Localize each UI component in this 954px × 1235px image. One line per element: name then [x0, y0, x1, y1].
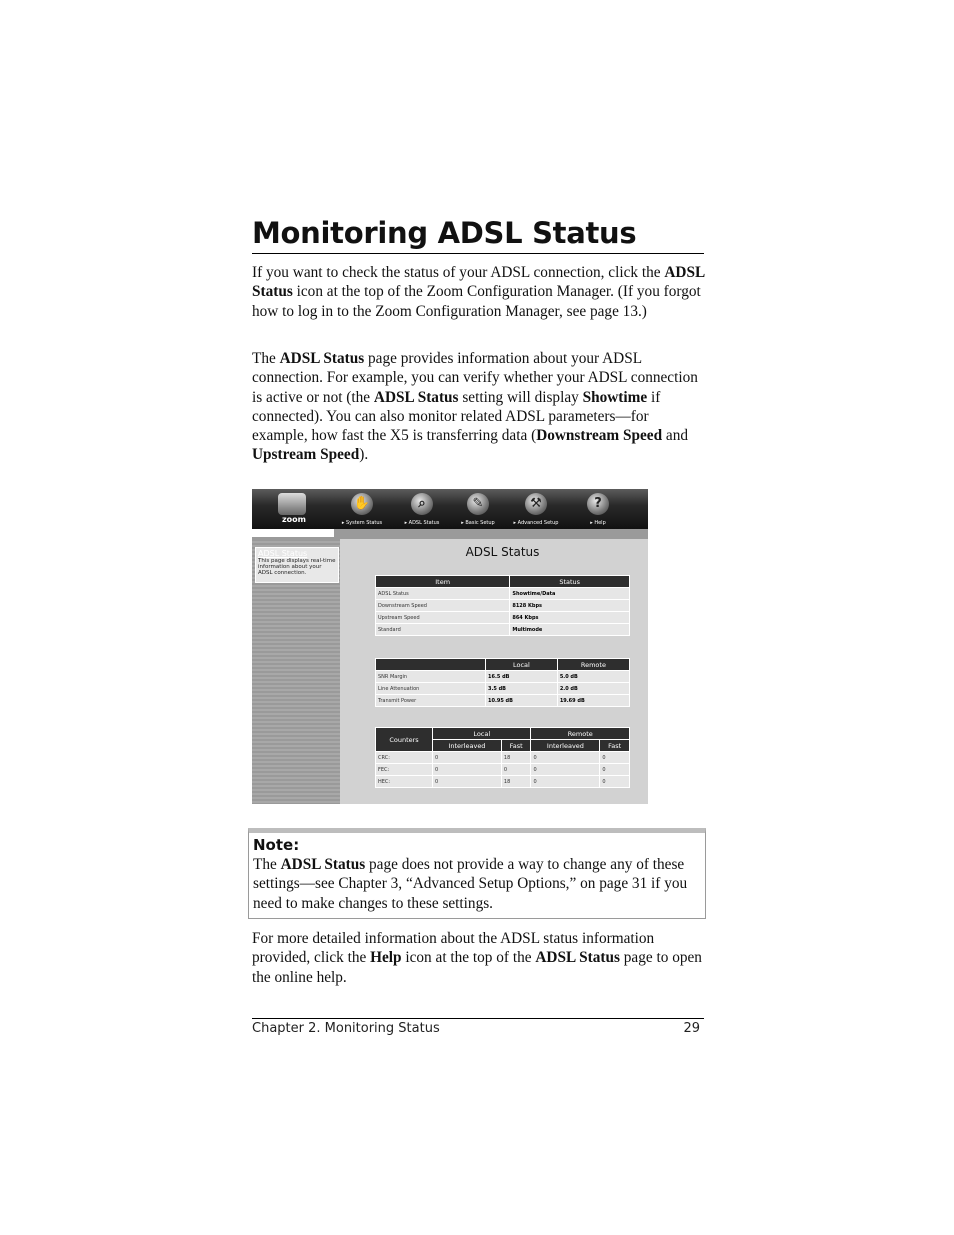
label-cell: Upstream Speed: [376, 612, 510, 624]
sidebar: [252, 539, 340, 804]
text-run: if connected). You can also monitor related ADSL parameters—for example, how fast the X5 is transferring data (: [252, 388, 661, 445]
nav-label[interactable]: ▸ ADSL Status: [404, 520, 440, 526]
value-cell: 2.0 dB: [557, 683, 629, 695]
logo-text: zoom: [282, 515, 306, 524]
table-row: [376, 764, 630, 776]
table-row: [376, 588, 630, 600]
text-run: For more detailed information about the ADSL status information provided, click the: [252, 930, 655, 967]
value-cell: 0: [531, 752, 600, 764]
counters-table: [375, 727, 630, 788]
nav-label[interactable]: ▸ Help: [590, 520, 606, 526]
sidebar-link[interactable]: ADSL Status: [258, 549, 308, 558]
page-footer: [252, 1018, 704, 1036]
nav-item-help[interactable]: [568, 489, 628, 529]
table-row: [376, 695, 630, 707]
value-cell: 0: [433, 764, 502, 776]
question-icon[interactable]: ?: [587, 493, 609, 515]
magnifier-icon[interactable]: ⌕: [411, 493, 433, 515]
nav-label[interactable]: ▸ Advanced Setup: [513, 520, 559, 526]
nav-item-adsl-status[interactable]: [392, 489, 452, 529]
bold-term: Downstream Speed: [536, 427, 663, 445]
tools-icon[interactable]: ⚒: [525, 493, 547, 515]
text-run: page to open the online help.: [252, 949, 702, 986]
value-cell: 0: [433, 776, 502, 788]
bold-term: ADSL Status: [280, 856, 366, 873]
nav-item-advanced-setup[interactable]: [506, 489, 566, 529]
label-cell: CRC:: [376, 752, 433, 764]
text-run: ).: [359, 446, 369, 464]
table-row: [376, 776, 630, 788]
value-cell: 18: [501, 752, 531, 764]
value-cell: 3.5 dB: [486, 683, 558, 695]
nav-item-basic-setup[interactable]: [448, 489, 508, 529]
sub-header: Interleaved: [531, 740, 600, 752]
column-header: Remote: [557, 659, 629, 671]
text-run: icon at the top of the Zoom Configuration Manager. (If you forgot how to log in to the Zoom Configuration Manager, see page 13.): [252, 283, 701, 320]
value-cell: Showtime/Data: [510, 588, 630, 600]
sub-header: Fast: [501, 740, 531, 752]
table-row: [376, 683, 630, 695]
label-cell: Standard: [376, 624, 510, 636]
value-cell: 19.69 dB: [557, 695, 629, 707]
value-cell: 5.0 dB: [557, 671, 629, 683]
label-cell: ADSL Status: [376, 588, 510, 600]
label-cell: HEC:: [376, 776, 433, 788]
text-run: setting will display: [458, 388, 583, 406]
line-table: [375, 658, 630, 707]
value-cell: 10.95 dB: [486, 695, 558, 707]
bold-term: Showtime: [582, 388, 648, 406]
sub-header: Interleaved: [433, 740, 502, 752]
note-body: [253, 855, 701, 913]
column-header: Item: [376, 576, 510, 588]
table-row: [376, 600, 630, 612]
group-header: Local: [433, 728, 531, 740]
nav-items: [252, 489, 648, 529]
value-cell: 0: [600, 752, 630, 764]
label-cell: Transmit Power: [376, 695, 486, 707]
nav-item-system-status[interactable]: [332, 489, 392, 529]
ui-page-title: ADSL Status: [465, 545, 540, 559]
group-header: Remote: [531, 728, 630, 740]
description-paragraph: [252, 349, 707, 465]
text-run: If you want to check the status of your ADSL connection, click the: [252, 264, 665, 281]
text-run: page provides information about your ADSL connection. For example, you can verify whether your ADSL connection is active or not (the: [252, 350, 698, 406]
nav-label[interactable]: ▸ Basic Setup: [461, 520, 495, 526]
hand-icon[interactable]: ✋: [351, 493, 373, 515]
bold-term: ADSL Status: [279, 350, 365, 367]
bold-term: Help: [370, 949, 402, 967]
column-header: Local: [486, 659, 558, 671]
status-table: [375, 575, 630, 636]
text-run: and: [662, 427, 689, 445]
logo-underline: [252, 529, 334, 537]
table-row: [376, 624, 630, 636]
table-row: [376, 752, 630, 764]
note-box: [248, 828, 706, 919]
text-run: page does not provide a way to change any of these settings—see Chapter 3, “Advanced Setup Options,” on page 31 if you need to make changes to these settings.: [253, 856, 688, 912]
nav-label[interactable]: ▸ System Status: [341, 520, 383, 526]
wrench-icon[interactable]: ✎: [467, 493, 489, 515]
value-cell: 16.5 dB: [486, 671, 558, 683]
footer-chapter: Chapter 2. Monitoring Status: [252, 1021, 440, 1036]
value-cell: 18: [501, 776, 531, 788]
bold-term: Upstream Speed: [252, 446, 360, 464]
sub-header: Fast: [600, 740, 630, 752]
bold-term: ADSL Status: [535, 949, 620, 967]
bold-term: ADSL Status: [373, 388, 459, 406]
page-heading: Monitoring ADSL Status: [252, 213, 704, 254]
sidebar-item-adsl-status[interactable]: [255, 547, 339, 583]
text-run: The: [253, 856, 281, 873]
text-run: icon at the top of the: [401, 949, 536, 967]
column-header: Counters: [376, 728, 433, 752]
label-cell: Downstream Speed: [376, 600, 510, 612]
label-cell: FEC:: [376, 764, 433, 776]
bold-term: ADSL Status: [252, 264, 705, 301]
text-run: The: [252, 350, 280, 367]
value-cell: 0: [501, 764, 531, 776]
value-cell: 0: [531, 776, 600, 788]
page-number: 29: [683, 1021, 700, 1036]
table-row: [376, 671, 630, 683]
value-cell: Multimode: [510, 624, 630, 636]
value-cell: 0: [600, 764, 630, 776]
label-cell: Line Attenuation: [376, 683, 486, 695]
sidebar-description: This page displays real-time information about your ADSL connection.: [258, 558, 336, 576]
value-cell: 8128 Kbps: [510, 600, 630, 612]
column-header: [376, 659, 486, 671]
value-cell: 0: [600, 776, 630, 788]
table-row: [376, 612, 630, 624]
adsl-status-screenshot: [252, 489, 648, 804]
value-cell: 0: [531, 764, 600, 776]
column-header: Status: [510, 576, 630, 588]
value-cell: 0: [433, 752, 502, 764]
value-cell: 864 Kbps: [510, 612, 630, 624]
label-cell: SNR Margin: [376, 671, 486, 683]
note-title: Note:: [253, 836, 300, 854]
help-paragraph: [252, 929, 707, 987]
intro-paragraph: [252, 263, 707, 321]
